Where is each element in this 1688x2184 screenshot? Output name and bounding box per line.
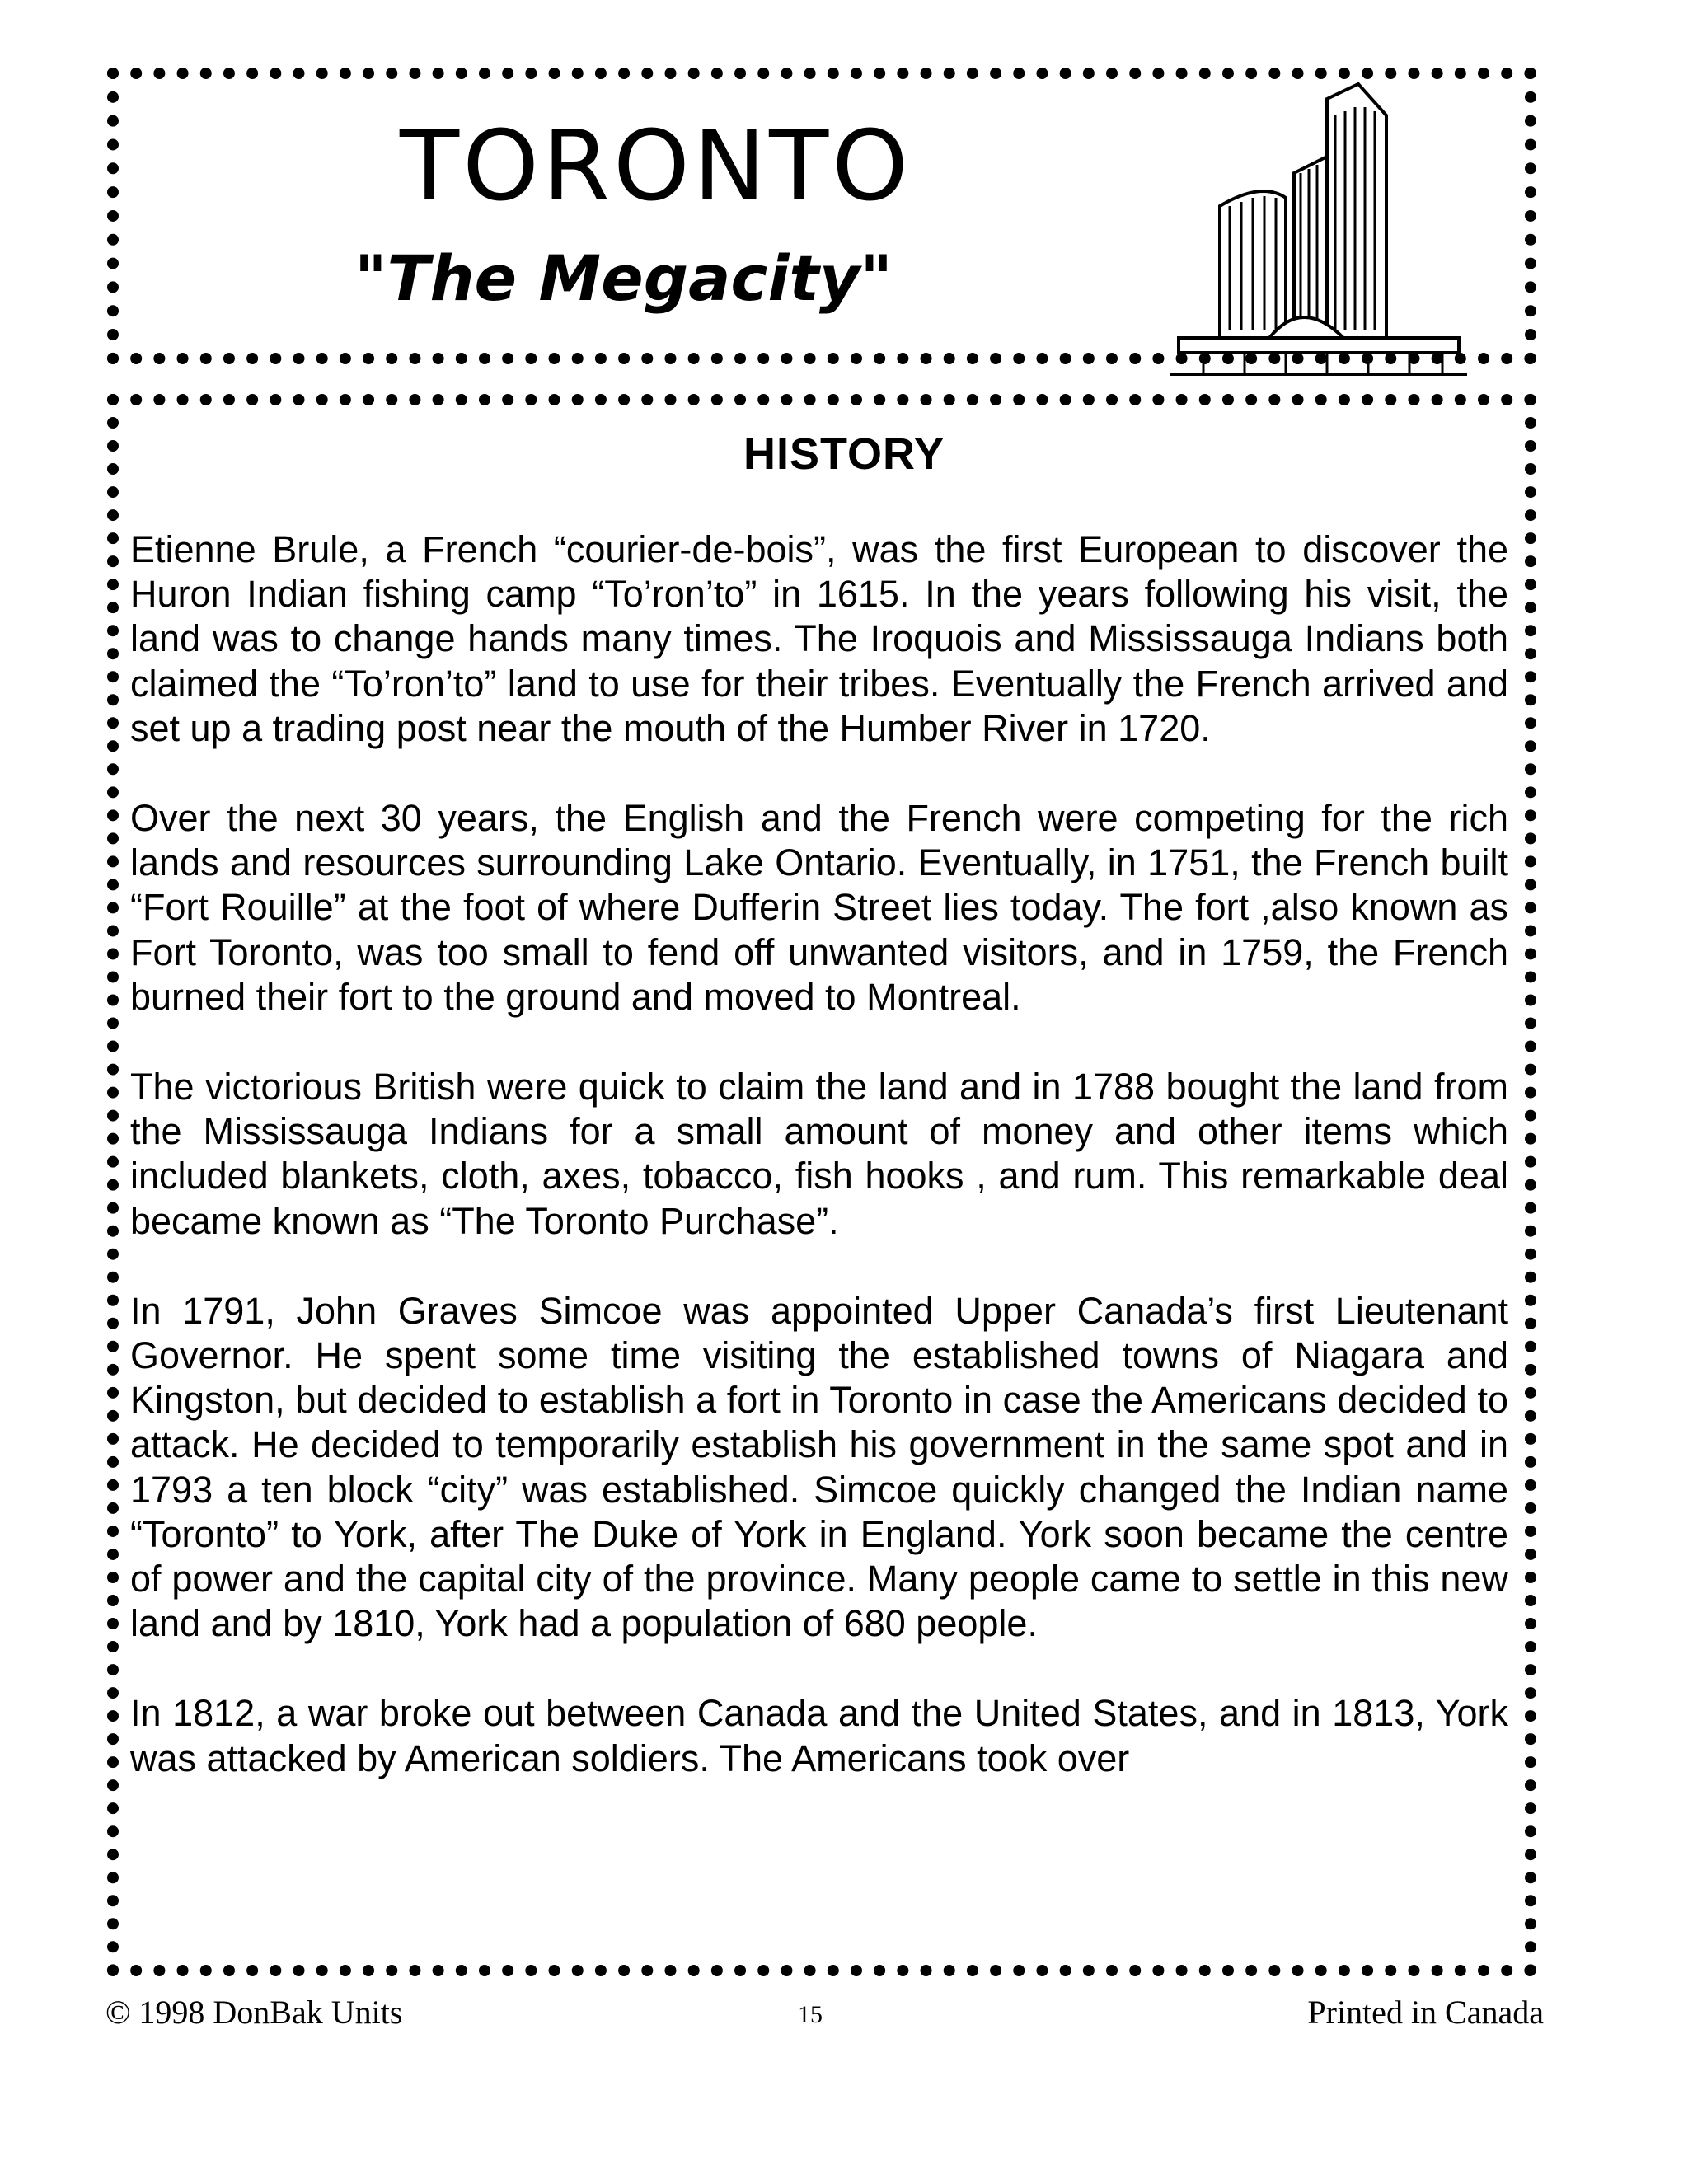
city-hall-illustration (1170, 66, 1467, 379)
paragraph: The victorious British were quick to claim the land and in 1788 bought the land from the Mississauga Indians for a small amount of money and other items which included blankets, cloth, axes, tobacco, fish hooks , and rum. This remarkable deal became known as “The Toronto Purchase”. (130, 1066, 1508, 1242)
paragraph: In 1791, John Graves Simcoe was appointed Upper Canada’s first Lieutenant Governor. He spent some time visiting the established towns of Niagara and Kingston, but decided to establish a fort in Toronto in case the Americans decided to attack. He decided to temporarily establish his government in the same spot and in 1793 a ten block “city” was established. Simcoe quickly changed the Indian name “Toronto” to York, after The Duke of York in England. York soon became the centre of power and the capital city of the province. Many people came to settle in this new land and by 1810, York had a population of 680 people. (130, 1289, 1508, 1645)
page-subtitle: "The Megacity" (354, 241, 893, 315)
history-body (130, 527, 1508, 1826)
section-heading: HISTORY (743, 429, 945, 479)
paragraph: Etienne Brule, a French “courier-de-bois”, was the first European to discover the Huron Indian fishing camp “To’ron’to” in 1615. In the years following his visit, the land was to change hands many times. The Iroquois and Mississauga Indians both claimed the “To’ron’to” land to use for their tribes. Eventually the French arrived and set up a trading post near the mouth of the Humber River in 1720. (130, 528, 1508, 749)
page-title: TORONTO (400, 109, 912, 223)
paragraph: In 1812, a war broke out between Canada and the United States, and in 1813, York was attacked by American soldiers. The Americans took over (130, 1692, 1508, 1779)
page-number: 15 (798, 2001, 823, 2028)
paragraph: Over the next 30 years, the English and the French were competing for the rich lands and resources surrounding Lake Ontario. Eventually, in 1751, the French built “Fort Rouille” at the foot of where Dufferin Street lies today. The fort ,also known as Fort Toronto, was too small to fend off unwanted visitors, and in 1759, the French burned their fort to the ground and moved to Montreal. (130, 797, 1508, 1018)
copyright-text: © 1998 DonBak Units (106, 1994, 403, 2031)
printed-in-text: Printed in Canada (1307, 1994, 1544, 2031)
